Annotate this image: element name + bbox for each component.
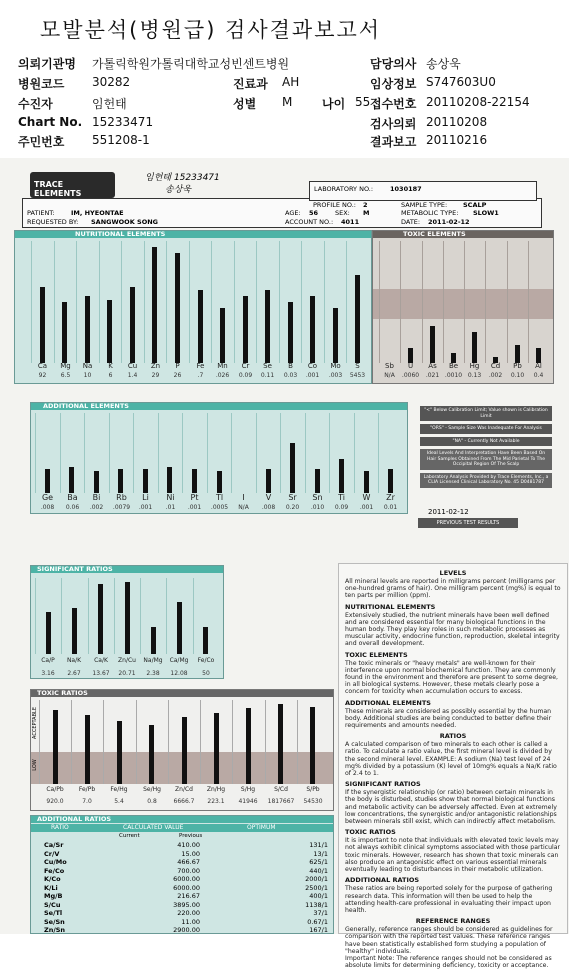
significant-ratio-label: Zn/Cu	[118, 657, 136, 664]
nutritional-element-bar	[288, 302, 293, 363]
hosp-code-label: 병원코드	[18, 77, 65, 91]
handwritten-doctor: 송상욱	[165, 185, 192, 195]
significant-ratio-bar	[151, 627, 156, 654]
toxic-element-bar	[472, 332, 477, 363]
significant-ratio-bar	[46, 612, 51, 654]
ratio-optimum: 440/1	[309, 866, 328, 875]
ratio-row	[41, 875, 331, 884]
ratio-optimum: 37/1	[313, 909, 328, 918]
toxic-element-value: 0.4	[533, 372, 544, 379]
ratio-optimum: 13/1	[313, 849, 328, 858]
handwritten-name: 임헌태 15233471	[145, 173, 220, 183]
additional-element-value: .0079	[112, 504, 131, 511]
previous-results: PREVIOUS TEST RESULTS	[418, 518, 518, 528]
doctor-label: 담당의사	[370, 57, 417, 71]
toxic-ratio-bar	[214, 713, 219, 784]
additional-ratios-table: ADDITIONAL RATIOS RATIO CALCULATED VALUE OPTIMUM Current Previous Ca/Sr 410.00 131/1 Cr/V 15.00 13/1 Cu/Mo 466.67 625/1 Fe/Co 700.00 440/1 K/Co 6000.00 2000/1 K/Li 6000.00 2500/1 Mg/B 216.67 400/1 S/Cu 3895.00 1138/1 Se/Tl 220.00 37/1 Se/Sn 11.00 0.67/1 Zn/Sn 2900.00 167/1	[30, 815, 334, 934]
additional-element-label: Tl	[215, 493, 224, 502]
nutritional-element-value: 5453	[349, 372, 366, 379]
receipt-value: 20110208-22154	[426, 95, 530, 109]
ratio-value: 11.00	[181, 917, 200, 926]
ratio-row	[41, 892, 331, 901]
additional-element-label: Rb	[116, 493, 127, 502]
additional-element-bar	[192, 469, 197, 493]
ratio-row	[41, 926, 331, 935]
nutritional-element-label: Cu	[127, 362, 138, 370]
id-value: 551208-1	[92, 133, 150, 147]
additional-element-value: 0.06	[65, 504, 80, 511]
toxic-element-value: .0060	[401, 372, 420, 379]
report-value: 20110216	[426, 133, 488, 147]
additional-element-bar	[339, 459, 344, 493]
toxic-ratio-label: S/Cd	[274, 786, 288, 793]
significant-ratio-label: Na/K	[66, 657, 82, 664]
nutritional-element-value: 0.09	[238, 372, 253, 379]
toxic-ratio-label: S/Hg	[240, 786, 256, 793]
significant-ratio-label: Fe/Co	[197, 657, 215, 664]
additional-element-value: .01	[165, 504, 176, 511]
nutritional-element-bar	[175, 253, 180, 363]
toxic-ratio-value: 1817667	[267, 798, 295, 805]
ratio-name: S/Cu	[44, 900, 61, 909]
toxic-element-value: 0.10	[510, 372, 525, 379]
ratio-value: 6000.00	[173, 875, 200, 884]
toxic-ratio-value: 54530	[303, 798, 323, 805]
ratio-optimum: 167/1	[309, 926, 328, 935]
toxic-ratio-label: Zn/Cd	[175, 786, 193, 793]
significant-ratio-value: 20.71	[118, 670, 136, 677]
additional-element-label: W	[362, 493, 371, 502]
nutritional-element-label: Mg	[60, 362, 71, 370]
significant-ratio-value: 50	[202, 670, 210, 677]
explanation-panel: LEVELS All mineral levels are reported in milligrams percent (milligrams per one-hundred grams of hair). One milligram percent (mg%) is equal to ten parts per million (ppm). NUTRITIONAL ELEMENTS Extensively studied, the nutrient minerals have been well defined and are considered essential for many biological functions in the human body. They play key roles in such metabolic processes as muscular activity, endocrine function, reproduction, skeletal integrity and overall development. TOXIC ELEMENTS The toxic minerals or "heavy metals" are well-known for their interference upon normal biochemical function. They are commonly found in the environment and therefore are present to some degree, in all biological systems. However, these metals clearly pose a concern for toxicity when accumulation occurs to excess. ADDITIONAL ELEMENTS These minerals are considered as possibly essential by the human body. Additional studies are being conducted to better define their requirements and amounts needed. RATIOS A calculated comparison of two minerals to each other is called a ratio. To calculate a ratio value, the first mineral level is divided by the second mineral level. EXAMPLE: A sodium (Na) test level of 24 mg% divided by a potassium (K) level of 10mg% equals a Na/K ratio of 2.4 to 1. SIGNIFICANT RATIOS If the synergistic relationship (or ratio) between certain minerals in the body is disturbed, studies show that normal biological functions and metabolic activity can be adversely affected. Even at extremely low concentrations, the synergistic and/or antagonistic relationships between minerals still exist, which can indirectly affect metabolism. TOXIC RATIOS It is important to note that individuals with elevated toxic levels may not always exhibit clinical symptoms associated with those particular toxic minerals. However, research has shown that toxic minerals can also produce an antagonistic effect on various essential minerals eventually leading to disturbances in their metabolic utilization. ADDITIONAL RATIOS These ratios are being reported solely for the purpose of gathering research data. This information will then be used to help the attending health-care professional in evaluating their impact upon health. REFERENCE RANGES Generally, reference ranges should be considered as guidelines for comparison with the reported test values. These reference ranges have been statistically established form studying a population of "healthy" individuals. Important Note: The reference ranges should not be considered as absolute limits for determining deficiency, toxicity or acceptance.	[338, 563, 568, 934]
ratio-name: Mg/B	[44, 892, 63, 901]
dept-label: 진료과	[233, 77, 268, 91]
nutritional-element-value: .003	[328, 372, 343, 379]
additional-element-label: V	[265, 493, 272, 502]
additional-element-value: .001	[187, 504, 202, 511]
nutritional-element-value: 0.03	[283, 372, 298, 379]
toxic-ratio-value: 6666.7	[173, 798, 195, 805]
nutritional-chart: NUTRITIONAL ELEMENTS Ca Mg Na K Cu Zn P Fe Mn Cr Se B Co Mo S 92 6.5 10 6 1.4 29 26 .7 .026 0.09 0.11 0.03 .001 .003 5453	[14, 230, 372, 384]
ratio-row	[41, 918, 331, 927]
toxic-ratio-bar	[182, 717, 187, 784]
toxic-ratio-value: 7.0	[82, 798, 92, 805]
toxic-element-label: Pb	[513, 362, 522, 370]
toxic-ratio-label: S/Pb	[306, 786, 320, 793]
patient-value: 임헌태	[92, 97, 127, 111]
ratio-row	[41, 841, 331, 850]
ratio-name: Se/Tl	[44, 909, 63, 918]
nutritional-element-value: 92	[38, 372, 47, 379]
nutritional-element-bar	[62, 302, 67, 363]
org-value: 가톨릭학원가톨릭대학교성빈센트병원	[92, 57, 290, 71]
significant-ratios-chart: SIGNIFICANT RATIOS Ca/P Na/K Ca/K Zn/Cu Na/Mg Ca/Mg Fe/Co 3.16 2.67 13.67 20.71 2.38 12.08 50	[30, 565, 224, 679]
date-stamp: 2011-02-12	[428, 508, 469, 516]
toxic-element-label: Sb	[385, 362, 394, 370]
toxic-element-label: Al	[535, 362, 542, 370]
toxic-element-value: .0010	[444, 372, 463, 379]
toxic-ratio-label: Fe/Hg	[110, 786, 128, 793]
nutritional-element-value: 0.11	[260, 372, 275, 379]
ratio-optimum: 0.67/1	[307, 917, 328, 926]
toxic-element-bar	[430, 326, 435, 363]
nutritional-element-bar	[152, 247, 157, 363]
additional-element-bar	[290, 443, 295, 493]
significant-ratio-value: 2.67	[67, 670, 81, 677]
nutritional-element-label: Na	[82, 362, 93, 370]
nutritional-element-label: Co	[307, 362, 318, 370]
chart-no-value: 15233471	[92, 115, 154, 129]
ratio-row	[41, 850, 331, 859]
ratio-name: Se/Sn	[44, 917, 65, 926]
significant-ratio-label: Ca/K	[94, 657, 108, 664]
ratio-value: 15.00	[181, 849, 200, 858]
org-label: 의뢰기관명	[18, 57, 76, 71]
toxic-element-label: As	[428, 362, 437, 370]
nutritional-element-value: 6	[108, 372, 113, 379]
nutritional-element-bar	[40, 287, 45, 363]
additional-element-bar	[45, 469, 50, 493]
significant-ratio-label: Ca/Mg	[169, 657, 189, 664]
receipt-label: 접수번호	[370, 97, 417, 111]
toxic-ratio-bar	[85, 715, 90, 784]
toxic-element-label: Be	[448, 362, 459, 370]
toxic-ratio-bar	[149, 725, 154, 784]
additional-element-label: Sn	[312, 493, 323, 502]
request-label: 검사의뢰	[370, 117, 417, 131]
toxic-ratio-bar	[246, 708, 251, 784]
toxic-element-bar	[408, 348, 413, 363]
toxic-ratio-value: 0.8	[147, 798, 157, 805]
additional-element-bar	[266, 469, 271, 493]
additional-element-label: Ni	[166, 493, 175, 502]
nutritional-element-label: Ca	[37, 362, 48, 370]
nutritional-element-value: .7	[197, 372, 204, 379]
ratio-optimum: 2000/1	[305, 875, 328, 884]
nutritional-element-label: Mo	[330, 362, 341, 370]
additional-element-bar	[69, 467, 74, 493]
additional-element-label: Sr	[288, 493, 297, 502]
lab-logo: TRACE ELEMENTS	[30, 172, 115, 198]
age-label: 나이	[322, 97, 346, 111]
ratio-value: 3895.00	[173, 900, 200, 909]
ratio-value: 700.00	[177, 866, 200, 875]
ratio-value: 220.00	[177, 909, 200, 918]
clinical-value: S747603U0	[426, 75, 496, 89]
significant-ratio-label: Ca/P	[41, 657, 55, 664]
sex-value: M	[282, 95, 293, 109]
ratio-value: 6000.00	[173, 883, 200, 892]
toxic-element-label: Cd	[490, 362, 501, 370]
significant-ratio-bar	[125, 582, 130, 654]
significant-ratio-bar	[177, 602, 182, 654]
toxic-element-label: U	[407, 362, 414, 370]
nutritional-element-bar	[243, 296, 248, 363]
additional-element-value: .002	[89, 504, 104, 511]
toxic-ratio-value: 41946	[238, 798, 258, 805]
ratio-optimum: 400/1	[309, 892, 328, 901]
additional-element-label: Pt	[190, 493, 199, 502]
nutritional-element-bar	[130, 287, 135, 363]
additional-element-label: Ti	[338, 493, 345, 502]
hosp-code-value: 30282	[92, 75, 131, 89]
nutritional-element-label: B	[288, 362, 293, 370]
ratio-optimum: 131/1	[309, 841, 328, 850]
significant-ratio-value: 13.67	[92, 670, 110, 677]
nutritional-element-value: 10	[83, 372, 92, 379]
toxic-ratio-label: Ca/Pb	[46, 786, 64, 793]
additional-element-bar	[167, 467, 172, 493]
additional-element-bar	[217, 471, 222, 493]
toxic-element-bar	[536, 348, 541, 363]
patient-info-box: LABORATORY NO.: 1030187 PROFILE NO.: 2 SAMPLE TYPE: SCALP PATIENT: IM, HYEONTAE AGE: 56 SEX: M METABOLIC TYPE: SLOW1 REQUESTED BY: SANGWOOK SONG ACCOUNT NO.: 4011 DATE: 2011-02-12	[22, 198, 542, 228]
id-label: 주민번호	[18, 135, 65, 149]
additional-element-label: I	[242, 493, 245, 502]
nutritional-element-bar	[310, 296, 315, 363]
significant-ratio-value: 12.08	[170, 670, 188, 677]
toxic-ratio-bar	[53, 710, 58, 784]
additional-element-value: .0005	[210, 504, 229, 511]
nutritional-element-bar	[333, 308, 338, 363]
nutritional-element-label: Se	[263, 362, 272, 370]
nutritional-element-bar	[198, 290, 203, 363]
ratio-name: Cr/V	[44, 849, 60, 858]
ratio-value: 216.67	[177, 892, 200, 901]
toxic-element-label: Hg	[469, 362, 480, 370]
ratio-name: Ca/Sr	[44, 841, 64, 850]
additional-element-bar	[118, 469, 123, 493]
toxic-ratio-label: Fe/Pb	[78, 786, 96, 793]
ratio-value: 2900.00	[173, 926, 200, 935]
additional-element-value: .008	[40, 504, 55, 511]
toxic-ratio-bar	[278, 704, 283, 784]
ratio-name: Fe/Co	[44, 866, 65, 875]
toxic-ratio-value: 920.0	[46, 798, 64, 805]
nutritional-element-bar	[265, 290, 270, 363]
report-label: 결과보고	[370, 135, 417, 149]
significant-ratio-bar	[203, 627, 208, 654]
toxic-element-value: 0.13	[467, 372, 482, 379]
additional-element-value: 0.01	[383, 504, 398, 511]
ratio-row	[41, 858, 331, 867]
additional-element-bar	[315, 469, 320, 493]
ratio-optimum: 625/1	[309, 858, 328, 867]
toxic-element-value: .021	[425, 372, 440, 379]
toxic-chart: TOXIC ELEMENTS Sb U As Be Hg Cd Pb Al N/A .0060 .021 .0010 0.13 .002 0.10 0.4	[372, 230, 554, 384]
doctor-value: 송상욱	[426, 57, 461, 71]
sex-label: 성별	[233, 97, 257, 111]
toxic-ratios-chart: TOXIC RATIOS ACCEPTABLE LOW Ca/Pb Fe/Pb Fe/Hg Se/Hg Zn/Cd Zn/Hg S/Hg S/Cd S/Pb 920.0 7.0 5.4 0.8 6666.7 223.1 41946 1817667 54530	[30, 689, 334, 811]
toxic-ratio-label: Zn/Hg	[206, 786, 226, 793]
nutritional-element-label: S	[355, 362, 360, 370]
additional-element-value: 0.20	[285, 504, 300, 511]
dept-value: AH	[282, 75, 300, 89]
nutritional-element-value: .026	[215, 372, 230, 379]
additional-element-value: .001	[138, 504, 153, 511]
additional-element-value: .008	[261, 504, 276, 511]
ratio-optimum: 1138/1	[305, 900, 328, 909]
clinical-label: 임상정보	[370, 77, 417, 91]
nutritional-element-bar	[220, 308, 225, 363]
nutritional-element-bar	[85, 296, 90, 363]
ratio-row	[41, 901, 331, 910]
nutritional-element-value: 6.5	[60, 372, 71, 379]
toxic-ratio-bar	[310, 707, 315, 784]
nutritional-element-label: Zn	[150, 362, 161, 370]
additional-element-value: N/A	[238, 504, 249, 511]
ratio-name: Zn/Sn	[44, 926, 66, 935]
significant-ratio-value: 2.38	[146, 670, 160, 677]
ratio-row	[41, 909, 331, 918]
additional-element-bar	[388, 469, 393, 493]
patient-label: 수진자	[18, 97, 53, 111]
additional-element-label: Ba	[67, 493, 78, 502]
significant-ratio-bar	[72, 608, 77, 654]
chart-no-label: Chart No.	[18, 115, 83, 129]
additional-element-bar	[143, 469, 148, 493]
additional-element-bar	[94, 471, 99, 493]
nutritional-element-label: Cr	[241, 362, 250, 370]
ratio-name: Cu/Mo	[44, 858, 67, 867]
request-value: 20110208	[426, 115, 488, 129]
ratio-name: K/Co	[44, 875, 61, 884]
legend-box: "<" Below Calibration Limit; Value shown is Calibration Limit "ORS" - Sample Size Was Inadequate For Analysis "NA" - Currently Not Available Ideal Levels And Interpretation Have Been Based On Hair Samples Obtained From The Mid Parietal To The Occipital Region Of The Scalp Laboratory Analysis Provided by Trace Elements, Inc., a CLIA Licensed Clinical Laboratory No. 45 D0481787	[420, 406, 552, 510]
nutritional-element-value: 29	[151, 372, 160, 379]
additional-element-label: Zr	[386, 493, 395, 502]
additional-element-label: Ge	[41, 493, 54, 502]
ratio-row	[41, 867, 331, 876]
nutritional-element-bar	[107, 300, 112, 363]
additional-element-value: .010	[310, 504, 325, 511]
ratio-row	[41, 884, 331, 893]
nutritional-element-bar	[355, 275, 360, 363]
nutritional-element-label: Fe	[196, 362, 205, 370]
additional-chart: ADDITIONAL ELEMENTS Ge Ba Bi Rb Li Ni Pt Tl I V Sr Sn Ti W Zr .008 0.06 .002 .0079 .001 .01 .001 .0005 N/A .008 0.20 .010 0.09 .001 0.01	[30, 402, 408, 514]
additional-element-value: .001	[359, 504, 374, 511]
nutritional-element-label: Mn	[217, 362, 228, 370]
nutritional-element-value: 26	[173, 372, 182, 379]
toxic-element-value: N/A	[384, 372, 395, 379]
page-title: 모발분석(병원급) 검사결과보고서	[40, 18, 382, 42]
significant-ratio-value: 3.16	[41, 670, 55, 677]
ratio-name: K/Li	[44, 883, 58, 892]
ratio-optimum: 2500/1	[305, 883, 328, 892]
nutritional-element-value: 1.4	[127, 372, 138, 379]
ratio-value: 410.00	[177, 841, 200, 850]
toxic-ratio-value: 5.4	[114, 798, 124, 805]
nutritional-element-label: P	[175, 362, 180, 370]
ratio-value: 466.67	[177, 858, 200, 867]
additional-element-bar	[364, 471, 369, 493]
toxic-element-bar	[515, 345, 520, 363]
nutritional-element-value: .001	[305, 372, 320, 379]
additional-element-label: Bi	[92, 493, 101, 502]
toxic-element-value: .002	[488, 372, 503, 379]
significant-ratio-label: Na/Mg	[143, 657, 163, 664]
additional-element-label: Li	[142, 493, 149, 502]
additional-element-value: 0.09	[334, 504, 349, 511]
significant-ratio-bar	[98, 584, 103, 654]
nutritional-element-label: K	[108, 362, 113, 370]
age-value: 55	[355, 95, 371, 109]
toxic-ratio-label: Se/Hg	[143, 786, 161, 793]
toxic-ratio-bar	[117, 721, 122, 784]
toxic-ratio-value: 223.1	[207, 798, 225, 805]
